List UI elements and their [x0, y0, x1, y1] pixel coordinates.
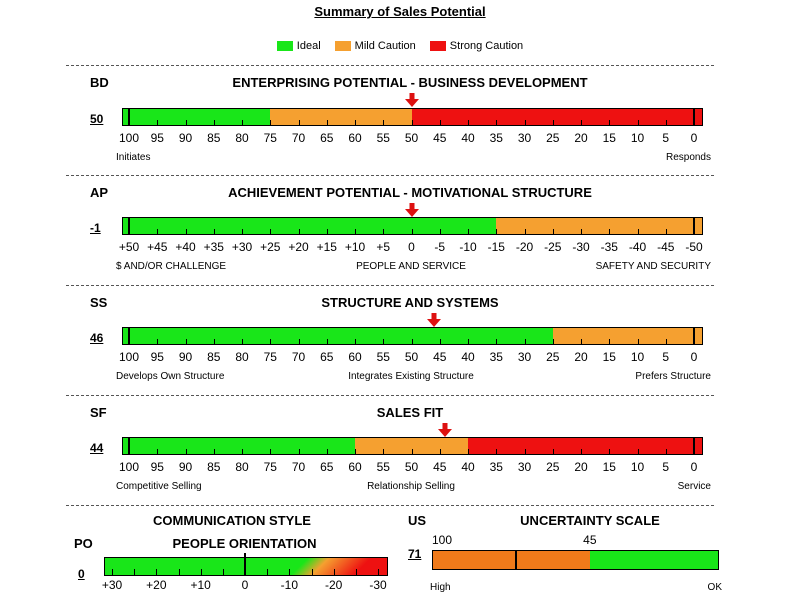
bd-tick-label: 80 [235, 131, 249, 145]
ss-tick-label: 5 [662, 350, 670, 364]
sf-tick-label: 40 [461, 460, 475, 474]
bd-tick-label: 20 [574, 131, 588, 145]
ap-tick-mark [581, 229, 582, 235]
ap-tick-mark [327, 229, 328, 235]
bd-pole-left: Initiates [116, 152, 151, 163]
sf-pole-left: Competitive Selling [116, 481, 202, 492]
sf-tick-mark [242, 449, 243, 455]
ss-tick-mark [468, 339, 469, 345]
ss-tick-mark [666, 339, 667, 345]
ap-tick-mark [496, 229, 497, 235]
sf-tick-label: 30 [517, 460, 532, 474]
section-divider [66, 175, 714, 176]
ap-tick-mark [693, 217, 695, 235]
bd-tick-label: 75 [263, 131, 277, 145]
ss-tick-label: 10 [630, 350, 645, 364]
ap-tick-mark [638, 229, 639, 235]
ap-tick-label: +5 [376, 240, 391, 254]
po-tick-mark [156, 569, 157, 576]
ap-tick-label: +35 [203, 240, 224, 254]
ss-tick-mark [638, 339, 639, 345]
ap-pole-center: PEOPLE AND SERVICE [356, 261, 466, 272]
sf-tick-label: 0 [690, 460, 698, 474]
sf-tick-label: 90 [178, 460, 193, 474]
legend-swatch-ideal [277, 41, 293, 51]
ap-tick-label: -30 [572, 240, 590, 254]
po-tick-label: +30 [101, 578, 123, 592]
po-title: PEOPLE ORIENTATION [172, 536, 317, 551]
po-tick-mark [267, 569, 268, 576]
us-zone-high [432, 550, 590, 570]
ap-tick-label: 0 [408, 240, 415, 254]
score-marker-arrow-icon [405, 203, 419, 217]
bd-zone-strong [412, 108, 704, 126]
ap-tick-mark [440, 229, 441, 235]
report-title: Summary of Sales Potential [314, 4, 486, 19]
ss-tick-label: 15 [602, 350, 616, 364]
bd-tick-label: 40 [461, 131, 475, 145]
sf-tick-mark [666, 449, 667, 455]
po-tick-mark [334, 569, 335, 576]
sf-tick-label: 65 [320, 460, 334, 474]
ss-tick-label: 30 [517, 350, 532, 364]
sf-tick-mark [525, 449, 526, 455]
ap-tick-mark [525, 229, 526, 235]
us-value-line [515, 550, 517, 570]
bd-tick-label: 10 [630, 131, 645, 145]
bd-tick-mark [299, 120, 300, 126]
po-zone-ideal [104, 557, 267, 576]
po-zone-gradient [267, 557, 388, 576]
bd-tick-mark [383, 120, 384, 126]
sf-tick-mark [214, 449, 215, 455]
sf-tick-mark [581, 449, 582, 455]
po-value-line [244, 553, 246, 576]
ap-tick-label: -35 [600, 240, 618, 254]
po-tick-mark [179, 569, 180, 576]
section-divider [66, 395, 714, 396]
us-score: 71 [408, 547, 422, 561]
sf-tick-label: 95 [150, 460, 164, 474]
sf-tick-label: 100 [118, 460, 140, 474]
bd-tick-mark [468, 120, 469, 126]
ss-tick-mark [355, 339, 356, 345]
ss-pole-left: Develops Own Structure [116, 371, 225, 382]
bd-tick-label: 50 [404, 131, 419, 145]
ap-tick-label: +30 [231, 240, 253, 254]
bd-tick-label: 30 [517, 131, 532, 145]
bd-tick-mark [355, 120, 356, 126]
ap-tick-label: -40 [628, 240, 647, 254]
bd-tick-mark [525, 120, 526, 126]
ap-pole-left: $ AND/OR CHALLENGE [116, 261, 227, 272]
bd-tick-mark [186, 120, 187, 126]
sf-tick-label: 80 [235, 460, 249, 474]
bd-tick-label: 35 [489, 131, 503, 145]
sf-tick-mark [299, 449, 300, 455]
sf-tick-label: 20 [574, 460, 588, 474]
bd-tick-mark [609, 120, 610, 126]
bd-tick-mark [496, 120, 497, 126]
ss-tick-mark [581, 339, 582, 345]
ss-tick-mark [440, 339, 441, 345]
ss-tick-mark [553, 339, 554, 345]
po-tick-label: 0 [241, 578, 249, 592]
sf-tick-label: 10 [630, 460, 645, 474]
sf-zone-strong [468, 437, 703, 455]
sf-tick-label: 60 [348, 460, 362, 474]
ss-tick-mark [128, 327, 130, 345]
legend-label-ideal: Ideal [296, 40, 321, 52]
bd-score: 50 [90, 112, 104, 126]
sf-tick-label: 35 [489, 460, 503, 474]
ss-code: SS [90, 295, 108, 310]
sf-tick-mark [128, 437, 130, 455]
ss-score: 46 [90, 331, 104, 345]
po-tick-mark [289, 569, 290, 576]
chart-legend [0, 40, 800, 52]
sf-tick-label: 85 [207, 460, 221, 474]
bd-zone-ideal [122, 108, 270, 126]
bd-tick-label: 0 [690, 131, 698, 145]
ss-tick-mark [327, 339, 328, 345]
bd-tick-label: 5 [662, 131, 670, 145]
bd-tick-mark [327, 120, 328, 126]
sf-tick-label: 70 [291, 460, 306, 474]
bd-tick-mark [214, 120, 215, 126]
sf-tick-mark [638, 449, 639, 455]
ss-tick-label: 0 [690, 350, 698, 364]
ss-tick-mark [496, 339, 497, 345]
bd-tick-label: 55 [376, 131, 390, 145]
ap-tick-label: -20 [515, 240, 534, 254]
ss-tick-label: 55 [376, 350, 390, 364]
ap-tick-label: +45 [147, 240, 168, 254]
sf-tick-mark [157, 449, 158, 455]
ap-tick-mark [299, 229, 300, 235]
sf-tick-label: 25 [546, 460, 560, 474]
bd-tick-label: 90 [178, 131, 193, 145]
ss-tick-mark [693, 327, 695, 345]
ss-tick-label: 60 [348, 350, 362, 364]
legend-swatch-mild-caution [335, 41, 351, 51]
legend-label-strong-caution: Strong Caution [449, 40, 524, 52]
ap-tick-label: +20 [288, 240, 309, 254]
ap-pole-right: SAFETY AND SECURITY [595, 261, 711, 272]
ss-tick-label: 85 [207, 350, 221, 364]
ap-code: AP [90, 185, 109, 200]
sf-tick-label: 5 [662, 460, 670, 474]
score-marker-arrow-icon [438, 423, 452, 437]
sf-tick-label: 15 [602, 460, 616, 474]
bd-tick-label: 60 [348, 131, 362, 145]
bd-tick-label: 25 [546, 131, 560, 145]
ss-tick-label: 20 [574, 350, 588, 364]
sf-tick-label: 75 [263, 460, 277, 474]
po-code: PO [74, 536, 93, 551]
ap-tick-label: +10 [344, 240, 366, 254]
us-pole-left: High [430, 582, 451, 593]
section-divider [66, 505, 714, 506]
us-title: UNCERTAINTY SCALE [520, 513, 660, 528]
ap-title: ACHIEVEMENT POTENTIAL - MOTIVATIONAL STRUCTURE [228, 185, 592, 200]
sf-pole-center: Relationship Selling [367, 481, 455, 492]
us-tick-label: 45 [583, 533, 597, 547]
ss-tick-mark [270, 339, 271, 345]
ss-tick-label: 80 [235, 350, 249, 364]
ap-tick-label: +50 [118, 240, 140, 254]
sf-tick-mark [186, 449, 187, 455]
legend-item-ideal [277, 40, 321, 52]
sf-tick-mark [609, 449, 610, 455]
ss-tick-mark [609, 339, 610, 345]
bd-zone-mild [270, 108, 411, 126]
bd-tick-mark [412, 120, 413, 126]
bd-tick-mark [242, 120, 243, 126]
score-marker-arrow-icon [427, 313, 441, 327]
ss-tick-label: 25 [546, 350, 560, 364]
ss-tick-label: 95 [150, 350, 164, 364]
ss-title: STRUCTURE AND SYSTEMS [321, 295, 499, 310]
ss-tick-label: 100 [118, 350, 140, 364]
bd-tick-mark [666, 120, 667, 126]
ss-tick-label: 50 [404, 350, 419, 364]
ap-tick-mark [553, 229, 554, 235]
ap-tick-label: +25 [260, 240, 281, 254]
bd-tick-mark [440, 120, 441, 126]
sf-tick-mark [440, 449, 441, 455]
ap-tick-mark [128, 217, 130, 235]
ap-tick-mark [666, 229, 667, 235]
ap-tick-label: -10 [459, 240, 477, 254]
bd-tick-label: 45 [433, 131, 447, 145]
ap-tick-label: -25 [544, 240, 562, 254]
ss-zone-mild [553, 327, 703, 345]
po-tick-label: -20 [324, 578, 343, 592]
us-zone-ok [590, 550, 719, 570]
us-code: US [408, 513, 427, 528]
ap-tick-mark [186, 229, 187, 235]
sf-pole-right: Service [677, 481, 711, 492]
sf-tick-label: 55 [376, 460, 390, 474]
ss-tick-mark [525, 339, 526, 345]
ss-pole-right: Prefers Structure [635, 371, 711, 382]
bd-tick-label: 95 [150, 131, 164, 145]
ap-tick-mark [383, 229, 384, 235]
po-tick-mark [112, 569, 113, 576]
sf-tick-mark [553, 449, 554, 455]
po-tick-mark [378, 569, 379, 576]
po-section-title: COMMUNICATION STYLE [153, 513, 311, 528]
legend-item-strong-caution [430, 40, 523, 52]
sf-tick-mark [383, 449, 384, 455]
ss-zone-ideal [122, 327, 553, 345]
bd-tick-label: 70 [291, 131, 306, 145]
section-divider [66, 65, 714, 66]
ss-tick-mark [186, 339, 187, 345]
bd-tick-label: 15 [602, 131, 616, 145]
po-tick-mark [223, 569, 224, 576]
sf-tick-label: 50 [404, 460, 419, 474]
ss-tick-mark [299, 339, 300, 345]
ss-tick-label: 70 [291, 350, 306, 364]
score-marker-arrow-icon [405, 93, 419, 107]
sf-tick-mark [327, 449, 328, 455]
po-tick-label: -10 [280, 578, 298, 592]
ss-tick-label: 45 [433, 350, 447, 364]
ss-tick-mark [242, 339, 243, 345]
bd-tick-mark [638, 120, 639, 126]
ss-pole-center: Integrates Existing Structure [348, 371, 474, 382]
bd-tick-mark [157, 120, 158, 126]
bd-tick-label: 65 [320, 131, 334, 145]
sf-tick-mark [355, 449, 356, 455]
bd-tick-mark [581, 120, 582, 126]
po-tick-mark [312, 569, 313, 576]
ap-tick-label: +40 [175, 240, 196, 254]
po-tick-mark [134, 569, 135, 576]
legend-label-mild-caution: Mild Caution [354, 40, 416, 52]
us-pole-right: OK [707, 582, 722, 593]
ap-tick-mark [412, 229, 413, 235]
bd-tick-mark [128, 108, 130, 126]
section-divider [66, 285, 714, 286]
ss-tick-label: 90 [178, 350, 193, 364]
ss-tick-label: 75 [263, 350, 277, 364]
ap-tick-label: -15 [487, 240, 505, 254]
bd-tick-label: 100 [118, 131, 140, 145]
ap-tick-label: -50 [685, 240, 703, 254]
sf-score: 44 [90, 441, 104, 455]
sf-tick-mark [412, 449, 413, 455]
sf-tick-mark [270, 449, 271, 455]
ap-score: -1 [90, 221, 101, 235]
ap-tick-mark [157, 229, 158, 235]
ap-tick-mark [214, 229, 215, 235]
po-tick-mark [356, 569, 357, 576]
ss-tick-mark [214, 339, 215, 345]
ap-tick-mark [609, 229, 610, 235]
ap-tick-mark [468, 229, 469, 235]
ss-tick-label: 65 [320, 350, 334, 364]
ap-tick-label: -5 [434, 240, 446, 254]
ss-tick-label: 35 [489, 350, 503, 364]
legend-swatch-strong-caution [430, 41, 446, 51]
us-tick-label: 100 [431, 533, 453, 547]
bd-code: BD [90, 75, 109, 90]
po-tick-mark [201, 569, 202, 576]
po-tick-label: +10 [190, 578, 211, 592]
sf-tick-mark [693, 437, 695, 455]
legend-item-mild-caution [335, 40, 416, 52]
ap-zone-mild [496, 217, 703, 235]
bd-tick-mark [553, 120, 554, 126]
bd-tick-mark [693, 108, 695, 126]
sf-tick-mark [468, 449, 469, 455]
ss-tick-mark [157, 339, 158, 345]
po-score: 0 [78, 567, 85, 581]
sf-code: SF [90, 405, 107, 420]
ss-tick-mark [383, 339, 384, 345]
sf-title: SALES FIT [376, 405, 444, 420]
ap-tick-label: -45 [657, 240, 675, 254]
ap-tick-mark [270, 229, 271, 235]
ap-tick-mark [242, 229, 243, 235]
bd-tick-label: 85 [207, 131, 221, 145]
bd-tick-mark [270, 120, 271, 126]
po-tick-label: +20 [146, 578, 167, 592]
ap-tick-mark [355, 229, 356, 235]
bd-pole-right: Responds [665, 152, 711, 163]
sf-tick-mark [496, 449, 497, 455]
po-tick-label: -30 [369, 578, 387, 592]
ap-tick-label: +15 [316, 240, 337, 254]
sf-tick-label: 45 [433, 460, 447, 474]
ss-tick-mark [412, 339, 413, 345]
ss-tick-label: 40 [461, 350, 475, 364]
bd-title: ENTERPRISING POTENTIAL - BUSINESS DEVELOPMENT [232, 75, 588, 90]
